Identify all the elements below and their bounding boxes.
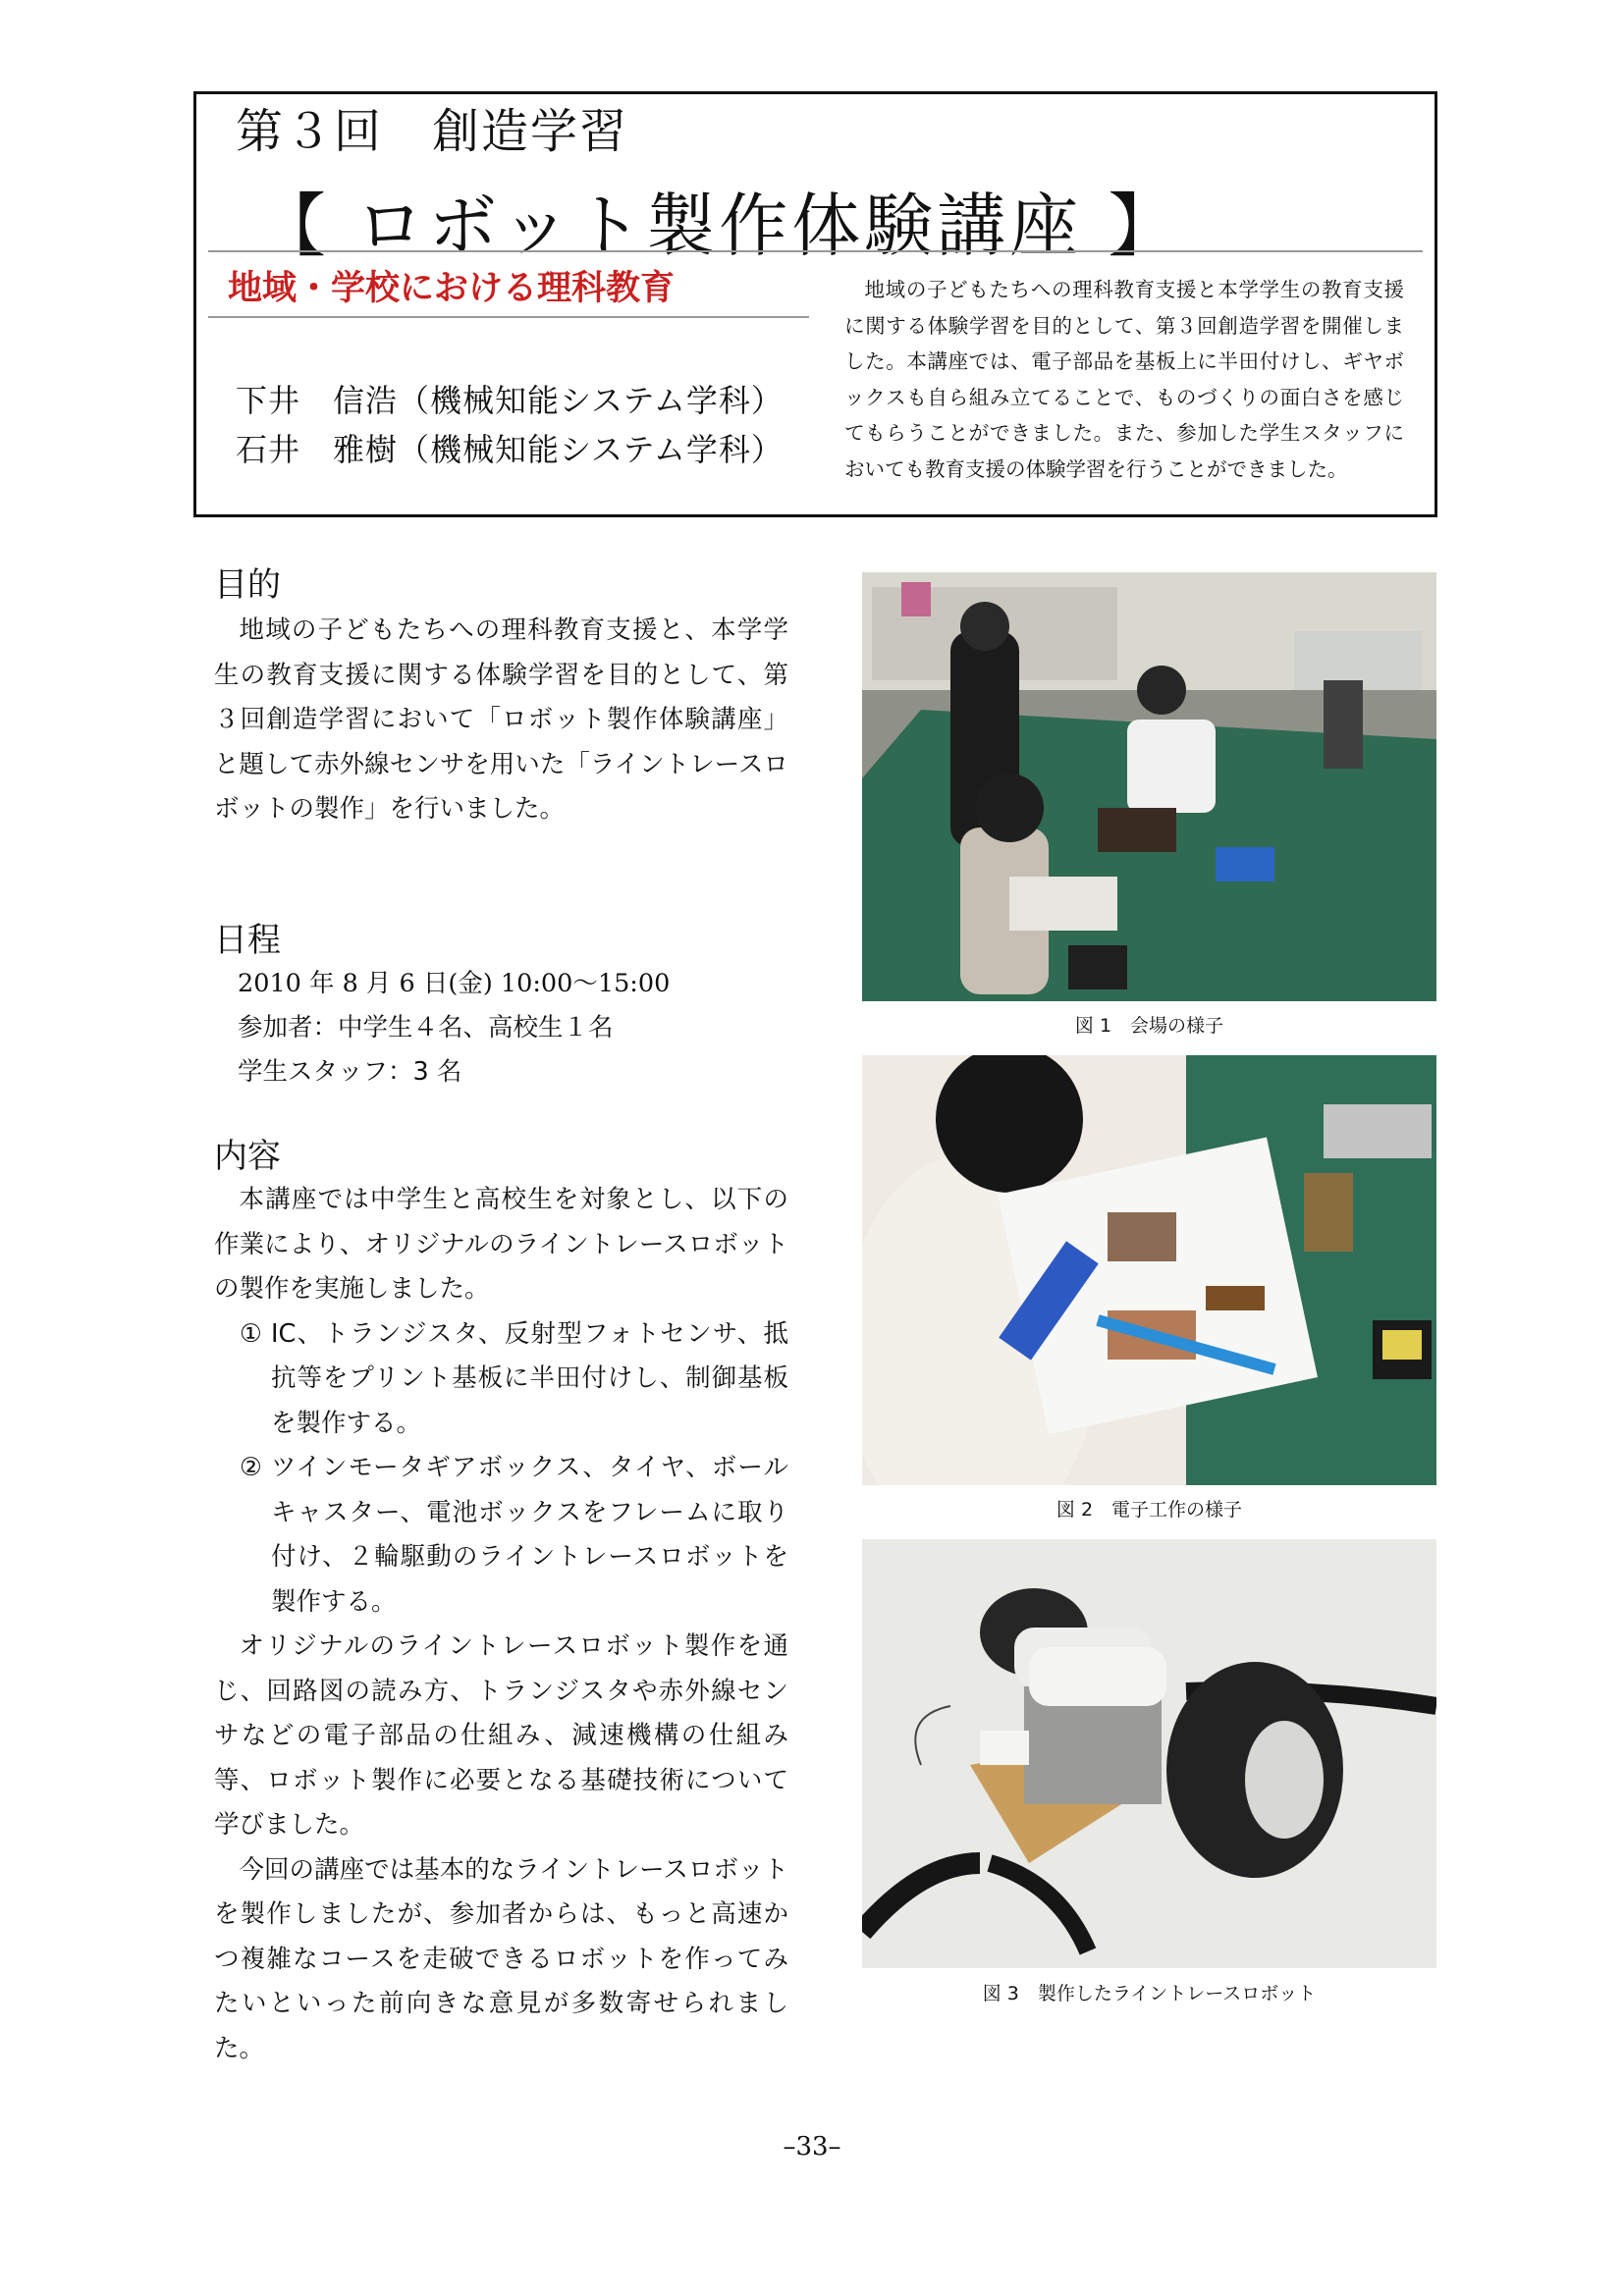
author-2 xyxy=(236,425,784,470)
schedule-heading: 日程 xyxy=(214,921,281,960)
author-1 xyxy=(236,376,784,421)
list-text: IC、トランジスタ、反射型フォトセンサ、抵抗等をプリント基板に半田付けし、制御基板を製作する。 xyxy=(271,1318,788,1438)
figure-2-caption: 図 2 電子工作の様子 xyxy=(1056,1499,1243,1521)
list-number: ① xyxy=(240,1318,262,1349)
content-paragraph: オリジナルのライントレースロボット製作を通じ、回路図の読み方、トランジスタや赤外線センサなどの電子部品の仕組み、減速機構の仕組み等、ロボット製作に必要となる基礎技術について学びました。 xyxy=(214,1631,789,1840)
content-body xyxy=(214,1178,788,2071)
list-text: ツインモータギアボックス、タイヤ、ボールキャスター、電池ボックスをフレームに取り付け、２輪駆動のライントレースロボットを製作する。 xyxy=(271,1453,788,1617)
figure-3-photo xyxy=(862,1539,1436,1968)
list-item xyxy=(214,1446,788,1625)
title-divider xyxy=(208,250,1423,252)
list-item xyxy=(214,1312,788,1447)
figure-2-photo xyxy=(862,1055,1436,1485)
schedule-participants: 参加者：中学生４名、高校生１名 xyxy=(238,1013,614,1042)
figure-3-caption: 図 3 製作したライントレースロボット xyxy=(982,1983,1317,2004)
subtitle-divider xyxy=(208,316,809,318)
author-affiliation: （機械知能システム学科） xyxy=(398,382,784,419)
purpose-heading: 目的 xyxy=(214,565,281,605)
schedule-date: 2010 年 8 月 6 日(金) 10:00～15:00 xyxy=(238,969,671,998)
page-number: –33– xyxy=(783,2132,841,2162)
series-title: 第３回 創造学習 xyxy=(236,104,629,159)
page-title: 【 ロボット製作体験講座 】 xyxy=(257,186,1181,266)
abstract: 地域の子どもたちへの理科教育支援と本学学生の教育支援に関する体験学習を目的として、第３回創造学習を開催しました。本講座では、電子部品を基板上に半田付けし、ギヤボックスも自ら組み立てることで、ものづくりの面白さを感じてもらうことができました。また、参加した学生スタッフにおいても教育支援の体験学習を行うことができました。 xyxy=(844,278,1404,481)
list-number: ② xyxy=(240,1453,262,1482)
purpose-text: 地域の子どもたちへの理科教育支援と、本学学生の教育支援に関する体験学習を目的として、第３回創造学習において「ロボット製作体験講座」と題して赤外線センサを用いた「ライントレースロボットの製作」を行いました。 xyxy=(214,615,788,824)
content-paragraph: 今回の講座では基本的なライントレースロボットを製作しましたが、参加者からは、もっと高速かつ複雑なコースを走破できるロボットを作ってみたいといった前向きな意見が多数寄せられました。 xyxy=(214,1854,788,2063)
author-affiliation: （機械知能システム学科） xyxy=(398,431,784,468)
author-name: 下井 信浩 xyxy=(236,382,399,419)
author-name: 石井 雅樹 xyxy=(236,431,399,468)
content-heading: 内容 xyxy=(214,1137,281,1176)
subtitle: 地域・学校における理科教育 xyxy=(228,269,676,308)
content-intro: 本講座では中学生と高校生を対象とし、以下の作業により、オリジナルのライントレースロボットの製作を実施しました。 xyxy=(214,1185,788,1304)
figure-1-caption: 図 1 会場の様子 xyxy=(1074,1015,1224,1037)
schedule-staff: 学生スタッフ：3 名 xyxy=(238,1057,462,1087)
figure-1-photo xyxy=(862,572,1436,1001)
